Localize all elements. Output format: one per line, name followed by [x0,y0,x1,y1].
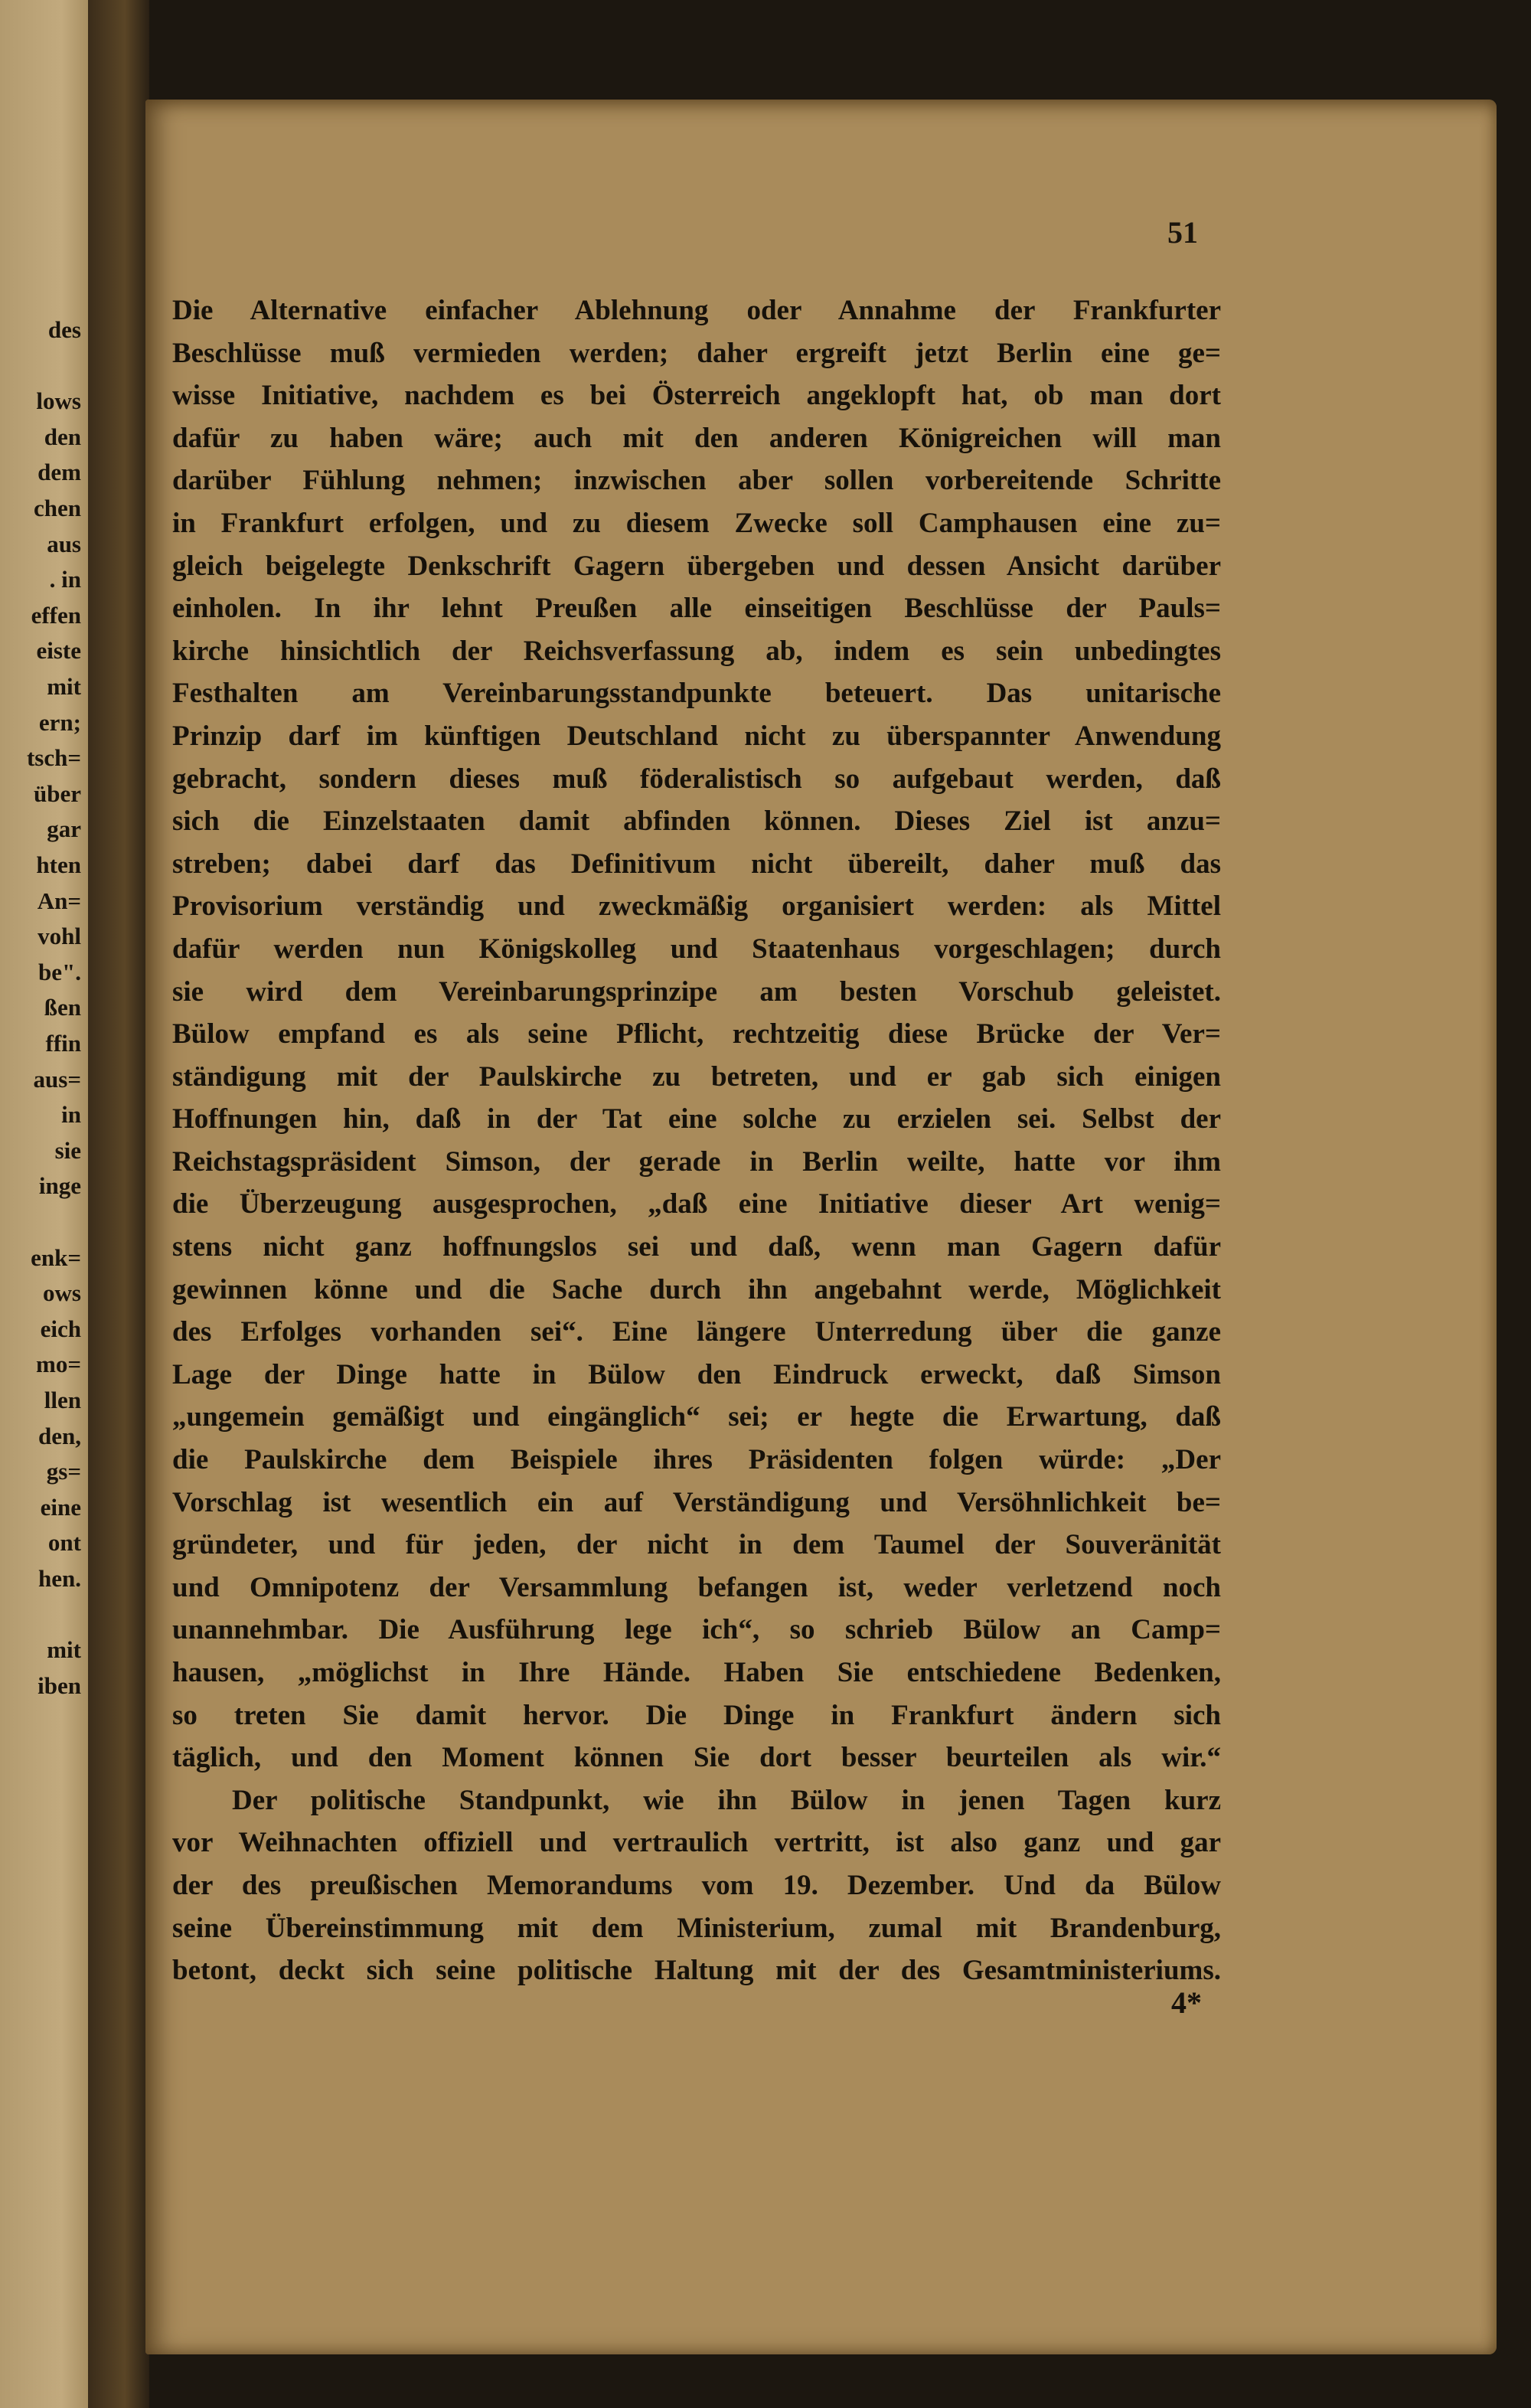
text-line: gewinnen könne und die Sache durch ihn angebahnt werde, Möglichkeit [172,1273,1221,1305]
adjacent-page-fragment: llen [44,1387,81,1413]
text-line: darüber Fühlung nehmen; inzwischen aber sollen vorbereitende Schritte [172,465,1221,497]
text-line: ständigung mit der Paulskirche zu betreten, und er gab sich einigen [172,1060,1221,1093]
text-line: Prinzip darf im künftigen Deutschland nicht zu überspannter Anwendung [172,720,1221,752]
text-line: gleich beigelegte Denkschrift Gagern übergeben und dessen Ansicht darüber [172,550,1221,582]
text-line: betont, deckt sich seine politische Haltung mit der des Gesamtministeriums. [172,1955,1221,1987]
text-line: die Paulskirche dem Beispiele ihres Präsidenten folgen würde: „Der [172,1444,1221,1476]
adjacent-page-fragment: gs= [46,1458,81,1485]
text-line: Festhalten am Vereinbarungsstandpunkte beteuert. Das unitarische [172,678,1221,710]
book-page [145,100,1497,2354]
text-line: Vorschlag ist wesentlich ein auf Verständigung und Versöhnlichkeit be= [172,1486,1221,1518]
text-line: des Erfolges vorhanden sei“. Eine längere Unterredung über die ganze [172,1316,1221,1348]
adjacent-page-fragment: sie [54,1136,81,1164]
adjacent-page-fragment: gar [47,815,81,843]
printer-signature-mark: 4* [1171,1985,1202,2020]
text-line: die Überzeugung ausgesprochen, „daß eine Initiative dieser Art wenig= [172,1188,1221,1220]
adjacent-page-fragment: mo= [36,1351,81,1378]
text-line: hausen, „möglichst in Ihre Hände. Haben Sie entschiedene Bedenken, [172,1657,1221,1688]
adjacent-page-fragment: . in [49,566,81,593]
text-line: kirche hinsichtlich der Reichsverfassung ab, indem es sein unbedingtes [172,635,1221,667]
text-line: wisse Initiative, nachdem es bei Österreich angeklopft hat, ob man dort [172,380,1221,412]
adjacent-page-fragment: mit [47,673,81,700]
adjacent-page-fragment: ont [47,1529,81,1557]
text-line: der des preußischen Memorandums vom 19. Dezember. Und da Bülow [172,1869,1221,1901]
adjacent-page-fragment: ows [43,1279,81,1307]
text-line: in Frankfurt erfolgen, und zu diesem Zwecke soll Camphausen eine zu= [172,507,1221,539]
text-line: unannehmbar. Die Ausführung lege ich“, so schrieb Bülow an Camp= [172,1614,1221,1646]
text-line: vor Weihnachten offiziell und vertraulich vertritt, ist also ganz und gar [172,1827,1221,1859]
text-line: dafür werden nun Königskolleg und Staatenhaus vorgeschlagen; durch [172,933,1221,965]
adjacent-page-fragment: inge [38,1172,81,1200]
adjacent-page-fragment: enk= [31,1243,81,1271]
adjacent-page-fragment: ern; [38,708,81,736]
adjacent-page-fragment: aus= [33,1065,81,1093]
adjacent-page-fragment: den, [38,1422,81,1449]
text-line: sich die Einzelstaaten damit abfinden können. Dieses Ziel ist anzu= [172,805,1221,838]
adjacent-page-fragment: hten [36,851,81,878]
text-line: einholen. In ihr lehnt Preußen alle einseitigen Beschlüsse der Pauls= [172,593,1221,625]
text-line: Provisorium verständig und zweckmäßig organisiert werden: als Mittel [172,890,1221,923]
text-line: „ungemein gemäßigt und eingänglich“ sei; er hegte die Erwartung, daß [172,1401,1221,1433]
text-line: so treten Sie damit hervor. Die Dinge in Frankfurt ändern sich [172,1699,1221,1731]
adjacent-page-fragment: mit [47,1636,81,1664]
adjacent-page-fragment: ffin [45,1030,81,1057]
adjacent-page-fragment: iben [38,1671,81,1699]
adjacent-page-fragment: effen [31,601,81,629]
text-line: Beschlüsse muß vermieden werden; daher ergreift jetzt Berlin eine ge= [172,337,1221,369]
text-line: Hoffnungen hin, daß in der Tat eine solche zu erzielen sei. Selbst der [172,1103,1221,1135]
text-line: gründeter, und für jeden, der nicht in dem Taumel der Souveränität [172,1529,1221,1561]
adjacent-page-fragment: be". [38,958,81,985]
adjacent-page-fragment: über [34,779,81,807]
text-line: streben; dabei darf das Definitivum nicht übereilt, daher muß das [172,848,1221,880]
adjacent-page-fragment: des [47,316,81,343]
text-line: Die Alternative einfacher Ablehnung oder Annahme der Frankfurter [172,295,1221,326]
body-text [172,289,1221,1992]
adjacent-page-fragment: aus [47,530,81,557]
adjacent-page-fragment: An= [37,887,81,914]
adjacent-page-edge [0,0,88,2408]
text-line: Reichstagspräsident Simson, der gerade in Berlin weilte, hatte vor ihm [172,1145,1221,1178]
adjacent-page-fragment: eine [40,1493,81,1521]
text-line: Der politische Standpunkt, wie ihn Bülow in jenen Tagen kurz [232,1784,1221,1816]
adjacent-page-fragment: lows [36,387,81,415]
text-line: seine Übereinstimmung mit dem Ministerium, zumal mit Brandenburg, [172,1912,1221,1944]
text-line: dafür zu haben wäre; auch mit den anderen Königreichen will man [172,422,1221,454]
text-line: sie wird dem Vereinbarungsprinzipe am besten Vorschub geleistet. [172,975,1221,1008]
adjacent-page-fragment: hen. [38,1565,81,1592]
text-line: täglich, und den Moment können Sie dort besser beurteilen als wir.“ [172,1742,1221,1774]
adjacent-page-fragment: eiste [36,637,81,665]
text-line: Lage der Dinge hatte in Bülow den Eindruck erweckt, daß Simson [172,1358,1221,1390]
text-line: Bülow empfand es als seine Pflicht, rechtzeitig diese Brücke der Ver= [172,1018,1221,1050]
book-gutter [88,0,149,2408]
text-line: und Omnipotenz der Versammlung befangen ist, weder verletzend noch [172,1571,1221,1603]
adjacent-page-fragment: tsch= [26,744,81,772]
text-line: stens nicht ganz hoffnungslos sei und daß, wenn man Gagern dafür [172,1231,1221,1263]
adjacent-page-fragment: vohl [38,923,81,950]
adjacent-page-fragment: den [44,423,81,450]
adjacent-page-fragment: chen [34,495,81,521]
page-number: 51 [1167,215,1198,250]
adjacent-page-fragment: in [61,1101,81,1129]
adjacent-page-fragment: eich [40,1315,81,1342]
adjacent-page-fragment: ßen [44,994,81,1021]
text-line: gebracht, sondern dieses muß föderalistisch so aufgebaut werden, daß [172,763,1221,795]
adjacent-page-fragment: dem [38,459,81,486]
